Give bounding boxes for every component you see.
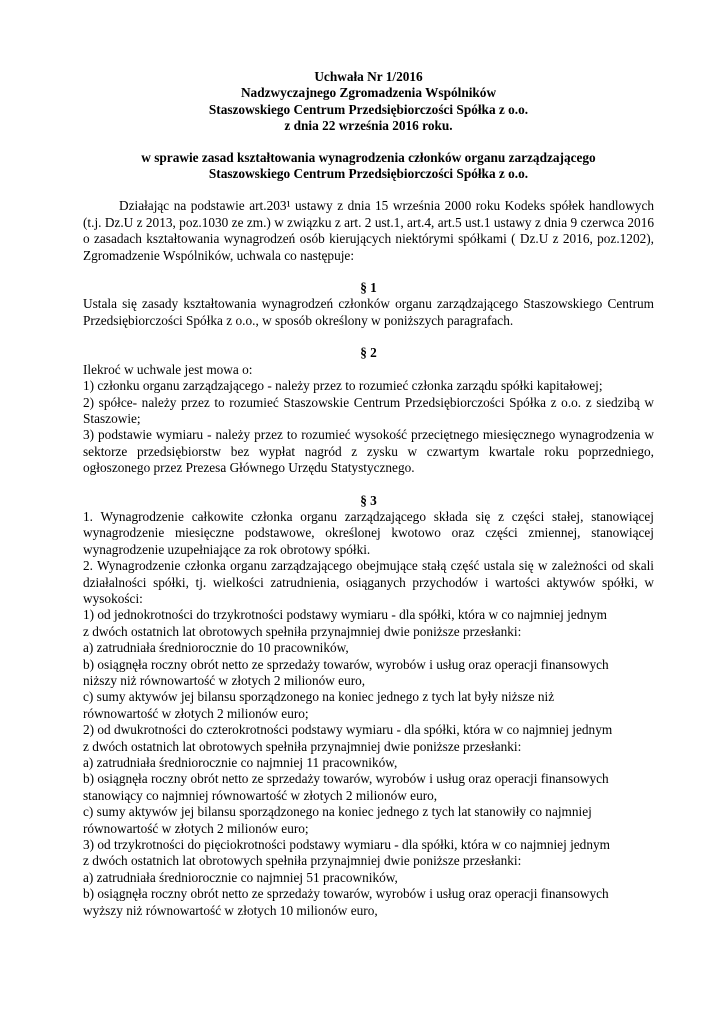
list-line: a) zatrudniała średniorocznie do 10 pracowników, [83,640,349,656]
list-line: b) osiągnęła roczny obrót netto ze sprzedaży towarów, wyrobów i usług oraz operacji finansowych [83,886,609,902]
title-line: Nadzwyczajnego Zgromadzenia Wspólników [240,85,497,101]
list-line: stanowiący co najmniej równowartość w złotych 2 milionów euro, [83,787,438,803]
title-line: z dnia 22 września 2016 roku. [284,118,453,134]
title-line: Staszowskiego Centrum Przedsiębiorczości Spółka z o.o. [208,101,529,117]
section-2-item: 1) członku organu zarządzającego - należy przez to rozumieć członka zarządu spółki kapitałowej; [83,378,603,394]
section-1-heading: § 1 [360,280,377,296]
title-line: Uchwała Nr 1/2016 [314,69,423,84]
list-line: b) osiągnęła roczny obrót netto ze sprzedaży towarów, wyrobów i usług oraz operacji finansowych [83,656,609,672]
subject-line: Staszowskiego Centrum Przedsiębiorczości Spółka z o.o. [208,166,529,182]
list-line: z dwóch ostatnich lat obrotowych spełniła przynajmniej dwie poniższe przesłanki: [83,853,522,869]
list-line: a) zatrudniała średniorocznie co najmniej 11 pracowników, [83,755,398,771]
list-line: 1) od jednokrotności do trzykrotności podstawy wymiaru - dla spółki, która w co najmniej jednym [83,607,608,623]
section-2-item: 2) spółce- należy przez to rozumieć Staszowskie Centrum Przedsiębiorczości Spółka z o.o. z siedzibą w Staszowie; [83,394,654,426]
section-1-text: Ustala się zasady kształtowania wynagrodzeń członków organu zarządzającego Staszowskiego Centrum Przedsiębiorczości Spółka z o.o., w sposób określony w poniższych paragrafach. [83,296,654,328]
section-3-paragraph-1: 1. Wynagrodzenie całkowite członka organu zarządzającego składa się z części stałej, stanowiącej wynagrodzenie miesięczne podstawowe, określonej kwotowo oraz części zmiennej, stanowiącej wynagrodzenie uzupełniające za rok obrotowy spółki. [83,508,654,557]
section-2-intro: Ilekroć w uchwale jest mowa o: [83,361,253,377]
list-line: c) sumy aktywów jej bilansu sporządzonego na koniec jednego z tych lat były niższe niż [83,689,555,705]
section-3-heading: § 3 [360,492,377,508]
section-2-item: 3) podstawie wymiaru - należy przez to rozumieć wysokość przeciętnego miesięcznego wynagrodzenia w sektorze przedsiębiorstw bez wypłat nagród z zysku w czwartym kwartale roku poprzedniego, ogłoszonego przez Prezesa Głównego Urzędu Statystycznego. [83,427,654,476]
list-line: z dwóch ostatnich lat obrotowych spełniła przynajmniej dwie poniższe przesłanki: [83,623,522,639]
document-page [83,69,654,919]
list-line: c) sumy aktywów jej bilansu sporządzonego na koniec jednego z tych lat stanowiły co najmniej [83,804,592,820]
list-line: równowartość w złotych 2 milionów euro; [83,820,309,836]
list-line: wyższy niż równowartość w złotych 10 milionów euro, [83,902,378,918]
document-title [83,69,654,135]
list-line: niższy niż równowartość w złotych 2 milionów euro, [83,673,366,688]
list-line: a) zatrudniała średniorocznie co najmniej 51 pracowników, [83,869,398,885]
list-line: 3) od trzykrotności do pięciokrotności podstawy wymiaru - dla spółki, która w co najmniej jednym [83,837,610,853]
section-3-list [83,607,654,919]
document-subject [83,150,654,183]
list-line: równowartość w złotych 2 milionów euro; [83,705,309,721]
list-line: z dwóch ostatnich lat obrotowych spełniła przynajmniej dwie poniższe przesłanki: [83,738,522,754]
subject-line: w sprawie zasad kształtowania wynagrodzenia członków organu zarządzającego [141,149,596,165]
section-3-paragraph-2: 2. Wynagrodzenie członka organu zarządzającego obejmujące stałą część ustala się w zależności od skali działalności spółki, tj. wielkości zatrudnienia, osiąganych przychodów i wartości aktywów spółki, w wysokości: [83,558,654,606]
list-line: 2) od dwukrotności do czterokrotności podstawy wymiaru - dla spółki, która w co najmniej jednym [83,722,613,738]
list-line: b) osiągnęła roczny obrót netto ze sprzedaży towarów, wyrobów i usług oraz operacji finansowych [83,771,609,787]
preamble-paragraph: Działając na podstawie art.203¹ ustawy z dnia 15 września 2000 roku Kodeks spółek handlowych (t.j. Dz.U z 2013, poz.1030 ze zm.) w związku z art. 2 ust.1, art.4, art.5 ust.1 ustawy z dnia 9 czerwca 2016 o zasadach kształtowania wynagrodzeń osób kierujących niektórymi spółkami ( Dz.U z 2016, poz.1202), Zgromadzenie Wspólników, uchwala co następuje: [83,198,654,263]
section-2-heading: § 2 [360,345,377,361]
